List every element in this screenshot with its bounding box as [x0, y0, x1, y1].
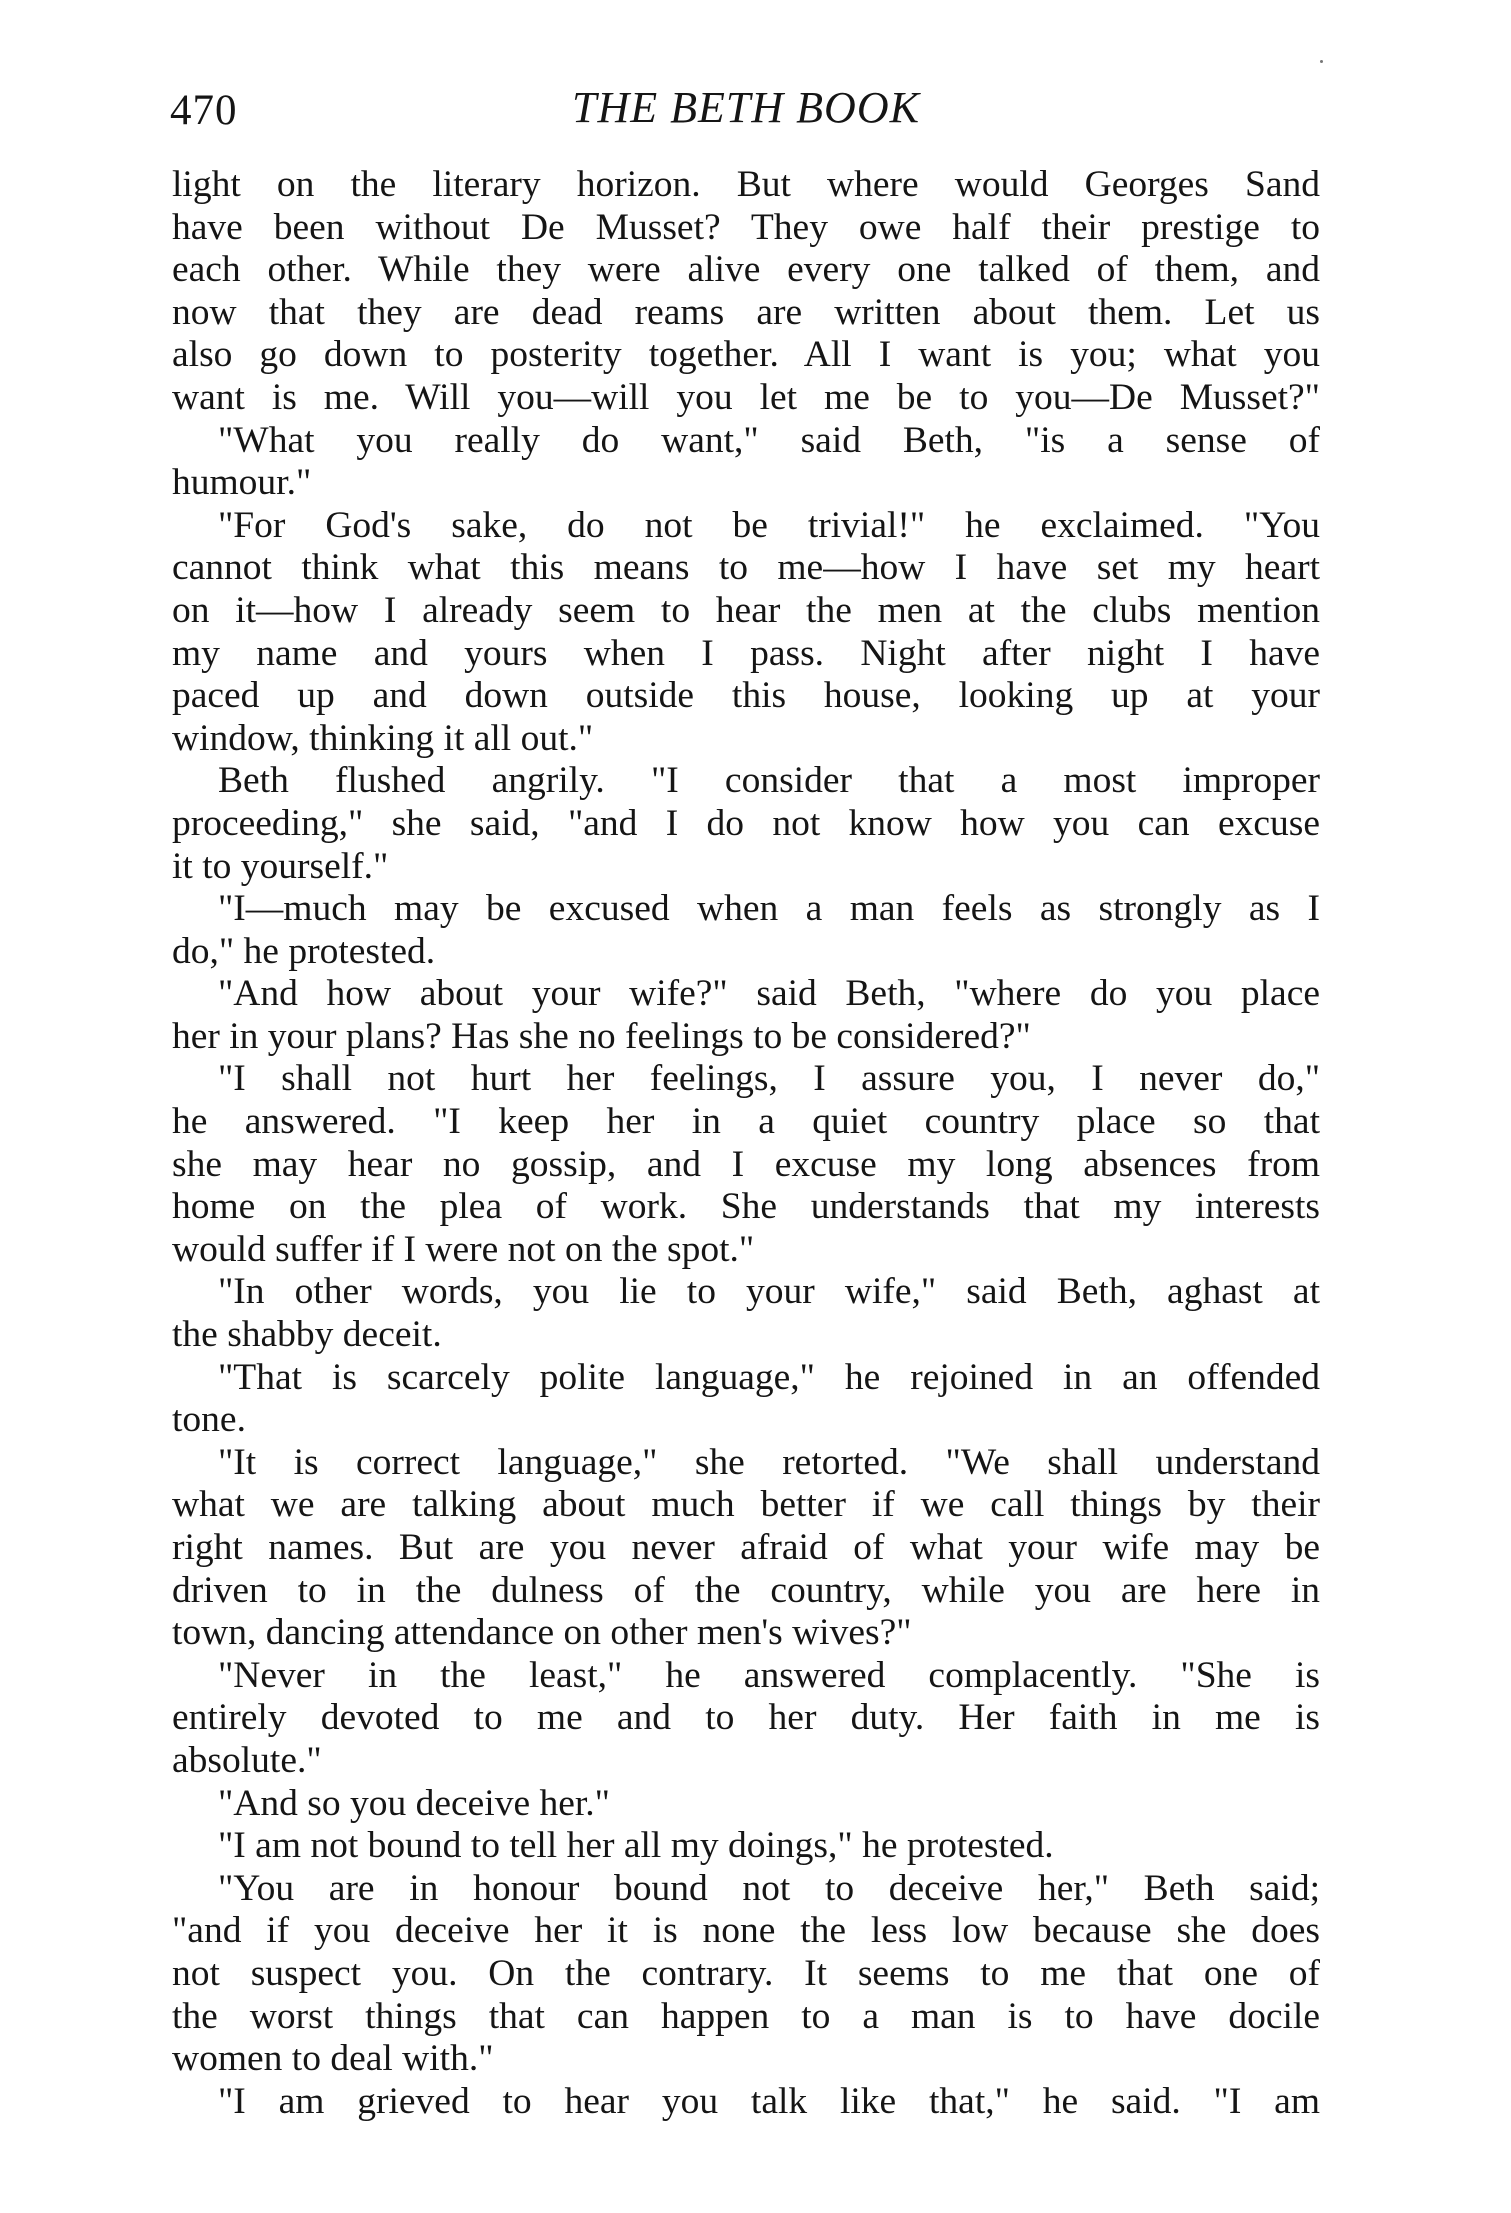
text-line: on it—how I already seem to hear the men at the clubs mention	[172, 589, 1320, 631]
text-line: home on the plea of work. She understands that my interests	[172, 1186, 1320, 1228]
text-line: "For God's sake, do not be trivial!" he exclaimed. "You	[218, 504, 1320, 546]
text-line: proceeding," she said, "and I do not know how you can excuse	[172, 802, 1320, 844]
text-line: my name and yours when I pass. Night after night I have	[172, 632, 1320, 674]
text-line: not suspect you. On the contrary. It seems to me that one of	[172, 1952, 1320, 1994]
text-line: "That is scarcely polite language," he rejoined in an offended	[218, 1356, 1320, 1398]
text-line: light on the literary horizon. But where would Georges Sand	[172, 164, 1320, 205]
text-line: "I—much may be excused when a man feels as strongly as I	[218, 888, 1320, 930]
text-line: want is me. Will you—will you let me be to you—De Musset?"	[172, 376, 1320, 418]
print-speck	[1320, 60, 1323, 63]
text-line: "and if you deceive her it is none the less low because she does	[172, 1910, 1320, 1952]
page-number: 470	[170, 87, 238, 134]
text-line: absolute."	[172, 1739, 322, 1781]
text-line: "It is correct language," she retorted. "We shall understand	[218, 1441, 1320, 1483]
text-line: also go down to posterity together. All I want is you; what you	[172, 334, 1320, 376]
text-line: he answered. "I keep her in a quiet country place so that	[172, 1101, 1320, 1143]
text-line: "In other words, you lie to your wife," said Beth, aghast at	[218, 1271, 1320, 1313]
text-line: right names. But are you never afraid of what your wife may be	[172, 1527, 1320, 1568]
text-line: her in your plans? Has she no feelings to be considered?"	[172, 1015, 1031, 1057]
text-line: "And how about your wife?" said Beth, "where do you place	[218, 973, 1320, 1015]
text-line: "I shall not hurt her feelings, I assure you, I never do,"	[218, 1058, 1320, 1100]
text-line: "I am grieved to hear you talk like that," he said. "I am	[218, 2080, 1320, 2122]
text-line: paced up and down outside this house, looking up at your	[172, 675, 1320, 717]
text-line: would suffer if I were not on the spot."	[172, 1228, 755, 1270]
text-line: each other. While they were alive every one talked of them, and	[172, 249, 1320, 291]
text-line: "Never in the least," he answered complacently. "She is	[218, 1654, 1320, 1696]
text-line: window, thinking it all out."	[172, 717, 594, 759]
text-line: humour."	[172, 462, 312, 504]
text-line: do," he protested.	[172, 930, 436, 972]
text-line: town, dancing attendance on other men's wives?"	[172, 1612, 912, 1654]
text-line: driven to in the dulness of the country, while you are here in	[172, 1569, 1320, 1611]
text-line: "And so you deceive her."	[218, 1782, 610, 1824]
text-line: it to yourself."	[172, 845, 389, 887]
text-line: she may hear no gossip, and I excuse my long absences from	[172, 1143, 1320, 1185]
text-line: entirely devoted to me and to her duty. Her faith in me is	[172, 1697, 1320, 1739]
text-line: "What you really do want," said Beth, "is a sense of	[218, 419, 1320, 461]
text-line: Beth flushed angrily. "I consider that a most improper	[218, 760, 1320, 802]
text-line: the worst things that can happen to a man is to have docile	[172, 1995, 1320, 2037]
text-line: tone.	[172, 1399, 246, 1441]
page-header	[170, 82, 1322, 142]
text-line: women to deal with."	[172, 2038, 494, 2080]
text-line: cannot think what this means to me—how I have set my heart	[172, 547, 1320, 589]
text-line: "You are in honour bound not to deceive her," Beth said;	[218, 1867, 1320, 1909]
text-line: "I am not bound to tell her all my doings," he protested.	[218, 1825, 1054, 1867]
text-line: what we are talking about much better if we call things by their	[172, 1484, 1320, 1526]
text-line: the shabby deceit.	[172, 1314, 442, 1356]
text-line: now that they are dead reams are written about them. Let us	[172, 291, 1320, 333]
text-line: have been without De Musset? They owe half their prestige to	[172, 206, 1320, 248]
running-title: THE BETH BOOK	[572, 83, 920, 132]
book-text	[172, 164, 1320, 2123]
